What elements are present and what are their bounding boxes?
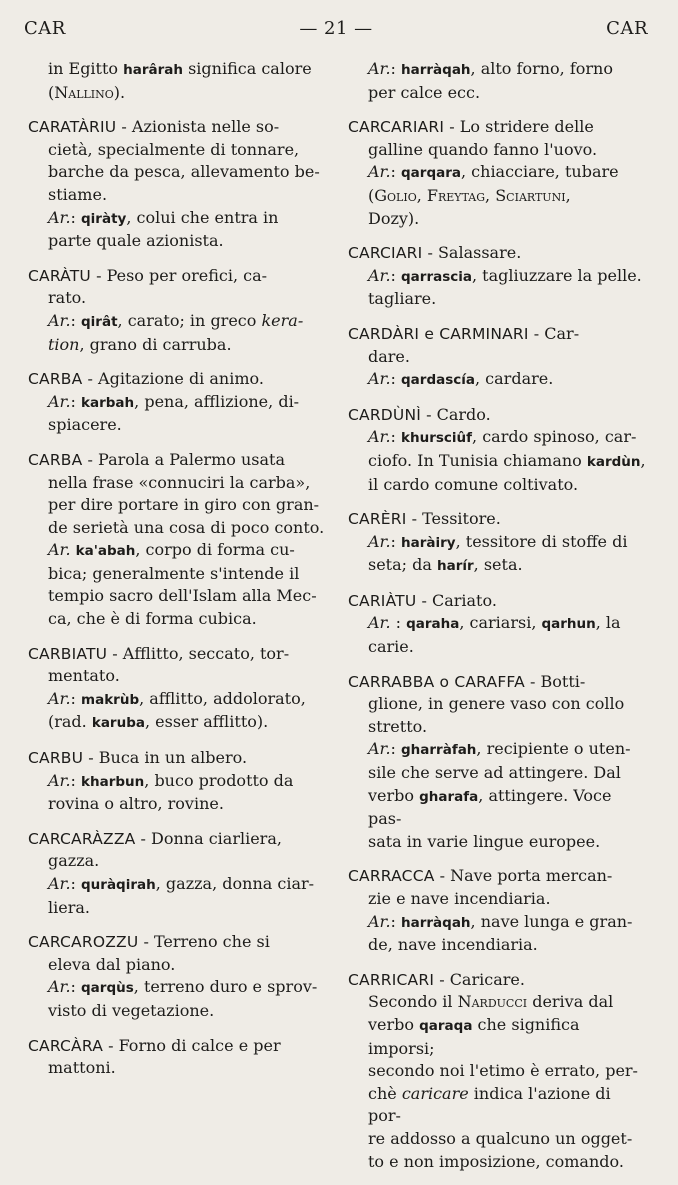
text-run: , cariarsi, (459, 613, 542, 633)
arabic-term: qardascía (401, 372, 475, 389)
text-run: , (640, 450, 646, 470)
arabic-term: khursciûf (401, 430, 473, 447)
text-run: , buco prodotto da (144, 770, 294, 790)
headword: CARCARÀZZA (28, 829, 136, 848)
definition: - Azionista nelle so- (116, 117, 280, 137)
headword: CARÀTU (28, 266, 91, 285)
text-run: tempio sacro dell'Islam alla Mec- (48, 586, 317, 606)
arabic-label: Ar. (48, 977, 71, 997)
arabic-term: quràqirah (81, 877, 156, 893)
text-run: che significa imporsi; (368, 1014, 580, 1058)
arabic-term: qarhun (541, 616, 596, 633)
text-line (28, 472, 328, 495)
text-line (348, 969, 648, 992)
running-head-right: CAR (606, 18, 648, 39)
definition: - Buca in un albero. (83, 748, 248, 768)
text-line (348, 426, 648, 450)
text-run: : (70, 874, 82, 893)
arabic-label: Ar. (48, 874, 71, 893)
text-line (28, 770, 328, 794)
text-run: : (390, 739, 402, 759)
arabic-term: karbah (81, 394, 135, 411)
dictionary-entry (28, 449, 328, 631)
text-run: il cardo comune coltivato. (368, 474, 579, 494)
text-run: rovina o altro, rovine. (48, 794, 224, 814)
text-line (28, 954, 328, 977)
dictionary-entry (348, 865, 648, 956)
text-run: verbo (368, 785, 420, 805)
text-run: stiame. (48, 184, 108, 204)
text-line (348, 116, 648, 139)
text-run: ca, che è di forma cubica. (48, 609, 257, 629)
greek-term: kera- (261, 310, 304, 330)
text-run: secondo noi l'etimo è errato, per- (368, 1061, 638, 1081)
dictionary-entry (28, 643, 328, 735)
text-run: , corpo di forma cu- (135, 540, 295, 560)
headword: CARCIARI (348, 244, 423, 263)
text-line (28, 139, 328, 162)
text-line (28, 230, 328, 253)
arabic-term: makrùb (81, 691, 140, 708)
headword: CARIÀTU (348, 591, 417, 610)
text-line (28, 265, 328, 288)
text-run: indica l'azione di por- (368, 1083, 611, 1126)
text-line (28, 161, 328, 184)
dictionary-entry (28, 116, 328, 253)
text-run: : (70, 770, 82, 790)
headword: CARCAROZZU (28, 933, 139, 952)
text-run: : (390, 59, 402, 78)
text-run: carie. (368, 637, 414, 657)
arabic-term: qarqara (401, 165, 461, 182)
arabic-term: karuba (91, 715, 145, 732)
text-line (28, 449, 328, 472)
headword: CARRICARI (348, 970, 435, 989)
headword: CARATÀRIU (28, 118, 117, 137)
dictionary-entry (348, 58, 648, 104)
text-line (348, 58, 648, 82)
arabic-term: harârah (123, 62, 183, 78)
text-line (348, 831, 648, 854)
author-name: Freytag (426, 185, 486, 205)
arabic-label: Ar. (368, 911, 391, 931)
text-run: glione, in genere vaso con collo (368, 694, 625, 714)
dictionary-entry (28, 265, 328, 356)
text-run: , gazza, donna ciar- (155, 874, 315, 893)
definition: - Afflitto, seccato, tor- (107, 643, 290, 663)
text-line (28, 334, 328, 357)
text-line (348, 161, 648, 185)
text-line (348, 346, 648, 369)
arabic-term: qarqùs (81, 980, 134, 997)
text-run: visto di vegetazione. (48, 1000, 215, 1020)
text-run: , recipiente o uten- (476, 739, 631, 759)
text-run: : (390, 162, 402, 182)
arabic-label: Ar. (48, 310, 71, 330)
text-run: deriva dal (527, 992, 614, 1012)
definition: - Parola a Palermo usata (82, 449, 285, 469)
running-head-left: CAR (24, 18, 66, 39)
dictionary-entry (28, 747, 328, 816)
headword: CARDÙNÌ (348, 405, 422, 424)
arabic-label: Ar. (368, 265, 391, 285)
text-run: mentato. (48, 666, 120, 686)
headword: CARBA (28, 370, 83, 389)
text-run: ). (113, 82, 126, 102)
text-line (348, 934, 648, 957)
arabic-term: kharbun (81, 773, 145, 790)
arabic-label: Ar. (368, 369, 391, 389)
dictionary-entry (28, 828, 328, 919)
dictionary-entry (28, 58, 328, 104)
text-run: ciofo. In Tunisia chiamano (368, 450, 587, 470)
text-line (348, 368, 648, 392)
page-header (24, 18, 648, 48)
text-line (348, 1060, 648, 1083)
text-run: galline quando fanno l'uovo. (368, 139, 598, 159)
definition: - Nave porta mercan- (434, 866, 613, 886)
dictionary-entry (348, 969, 648, 1173)
text-run: , cardo spinoso, car- (472, 427, 637, 447)
text-line (28, 58, 328, 82)
text-line (348, 450, 648, 474)
text-run: , afflitto, addolorato, (139, 688, 306, 708)
text-run: sata in varie lingue europee. (368, 831, 601, 851)
text-line (28, 608, 328, 631)
text-run: , (485, 185, 496, 205)
text-run: spiacere. (48, 415, 122, 435)
headword: CARCARIARI (348, 118, 445, 137)
text-run: , terreno duro e sprov- (133, 977, 318, 997)
arabic-term: qarrascia (401, 268, 472, 285)
text-run: , colui che entra in (126, 207, 279, 227)
headword: CARBA (28, 450, 83, 469)
text-line (28, 310, 328, 334)
definition: - Terreno che si (138, 932, 270, 952)
definition: - Cariato. (416, 590, 497, 610)
dictionary-entry (28, 931, 328, 1022)
text-run: gazza. (48, 851, 100, 871)
text-run: seta; da (368, 555, 437, 575)
text-run: sile che serve ad attingere. Dal (368, 763, 621, 783)
dictionary-entry (348, 116, 648, 230)
arabic-label: Ar. (368, 739, 391, 759)
arabic-label: Ar. (368, 427, 391, 447)
dictionary-entry (348, 671, 648, 854)
arabic-label: Ar. (368, 531, 391, 551)
text-line (348, 865, 648, 888)
text-line (348, 404, 648, 427)
text-run: : (70, 391, 82, 411)
text-line (28, 747, 328, 770)
text-run: per calce ecc. (368, 82, 481, 102)
text-run: : (70, 977, 82, 997)
text-line (28, 976, 328, 1000)
text-run: , (416, 185, 427, 205)
text-line (28, 828, 328, 851)
headword: CARCÀRA (28, 1036, 103, 1055)
text-run: zie e nave incendiaria. (368, 889, 551, 908)
headword: CARBIATU (28, 644, 108, 663)
text-line (348, 208, 648, 231)
text-line (348, 242, 648, 265)
italic-term: caricare (401, 1083, 469, 1103)
text-run: nella frase «connuciri la carba», (48, 472, 311, 492)
text-line (28, 494, 328, 517)
text-line (28, 414, 328, 437)
text-run: ( (48, 82, 55, 102)
left-column (28, 58, 328, 1092)
text-run: bica; generalmente s'intende il (48, 563, 300, 583)
text-run: cietà, specialmente di tonnare, (48, 139, 300, 159)
text-line (348, 185, 648, 208)
text-run: , pena, afflizione, di- (134, 391, 300, 411)
text-run: , attingere. Voce pas- (368, 785, 612, 829)
arabic-term: harràqah (401, 62, 471, 78)
text-run: de, nave incendiaria. (368, 935, 538, 955)
arabic-term: haràiry (401, 534, 456, 551)
headword: CARRABBA o CARAFFA (348, 672, 525, 691)
text-line (28, 207, 328, 231)
text-line (348, 1128, 648, 1151)
arabic-term: gharràfah (401, 742, 477, 759)
text-run: per dire portare in giro con gran- (48, 495, 320, 515)
text-run: to e non imposizione, comando. (368, 1151, 624, 1171)
text-run: in Egitto (48, 59, 124, 78)
author-name: Nallino (54, 82, 114, 102)
text-run: , chiacciare, tubare (461, 162, 619, 182)
text-line (28, 1000, 328, 1023)
text-line (348, 531, 648, 555)
text-line (28, 82, 328, 105)
text-run: mattoni. (48, 1058, 116, 1078)
text-run: , tagliuzzare la pelle. (472, 265, 642, 285)
text-line (28, 184, 328, 207)
text-line (28, 517, 328, 540)
text-line (348, 693, 648, 716)
arabic-term: qirât (81, 313, 118, 330)
text-run: chè (368, 1083, 402, 1103)
text-run: de serietà una cosa di poco conto. (48, 517, 325, 537)
text-run: stretto. (368, 716, 428, 736)
text-line (28, 873, 328, 897)
text-run: : (390, 911, 402, 931)
text-line (348, 911, 648, 935)
definition: - Agitazione di animo. (82, 369, 264, 389)
text-run: dare. (368, 346, 410, 366)
text-run: : (390, 369, 402, 389)
author-name: Narducci (457, 992, 528, 1012)
text-line (28, 563, 328, 586)
text-line (28, 688, 328, 712)
text-line (28, 793, 328, 816)
text-line (28, 850, 328, 873)
arabic-label: Ar. (48, 688, 71, 708)
text-run: Dozy). (368, 208, 420, 228)
text-line (348, 288, 648, 311)
text-line (348, 508, 648, 531)
text-run: : (70, 310, 82, 330)
arabic-label: Ar. (48, 770, 71, 790)
definition: - Salassare. (422, 243, 522, 263)
arabic-term: qiràty (81, 210, 127, 227)
text-line (28, 665, 328, 688)
text-run: : (70, 207, 82, 227)
text-line (348, 590, 648, 613)
text-run: verbo (368, 1014, 420, 1034)
text-line (348, 716, 648, 739)
text-run: eleva dal piano. (48, 954, 176, 974)
author-name: Sciartuni (495, 185, 566, 205)
text-line (348, 671, 648, 694)
text-line (28, 539, 328, 563)
arabic-label: Ar. (368, 162, 391, 182)
dictionary-entry (28, 1035, 328, 1080)
text-line (348, 323, 648, 346)
text-run: Secondo il (368, 992, 458, 1012)
text-line (28, 116, 328, 139)
text-line (348, 1083, 648, 1128)
text-line (28, 931, 328, 954)
arabic-label: Ar. (48, 207, 71, 227)
text-run: , la (595, 613, 621, 633)
text-run: , cardare. (475, 369, 554, 389)
definition: - Forno di calce e per (103, 1035, 281, 1055)
text-run: , (565, 185, 571, 205)
text-line (348, 82, 648, 105)
text-line (28, 287, 328, 310)
text-line (348, 265, 648, 289)
author-name: Golio (374, 185, 417, 205)
text-line (28, 1057, 328, 1080)
text-line (348, 1151, 648, 1174)
text-run: , grano di carruba. (79, 334, 232, 354)
text-line (348, 554, 648, 578)
arabic-term: kardùn (586, 453, 641, 470)
arabic-term: harràqah (401, 914, 471, 931)
text-run: : (390, 531, 402, 551)
text-run: liera. (48, 897, 90, 917)
text-line (28, 711, 328, 735)
text-line (348, 1014, 648, 1060)
arabic-label: Ar. (368, 59, 391, 78)
text-run: barche da pesca, allevamento be- (48, 162, 320, 182)
arabic-term: harír (437, 558, 474, 575)
greek-term: tion (48, 334, 80, 354)
right-column (348, 58, 648, 1185)
text-line (28, 897, 328, 920)
text-run: ( (368, 185, 375, 205)
definition: - Car- (528, 323, 580, 343)
arabic-term: ka'abah (75, 543, 136, 560)
headword: CARDÀRI e CARMINARI (348, 324, 529, 343)
text-line (28, 643, 328, 666)
headword: CARBU (28, 749, 84, 768)
arabic-label: Ar. (48, 391, 71, 411)
text-line (28, 391, 328, 415)
definition: - Caricare. (434, 969, 525, 989)
dictionary-entry (348, 323, 648, 392)
definition: - Lo stridere delle (444, 117, 594, 137)
text-run: , tessitore di stoffe di (455, 531, 628, 551)
text-run: , alto forno, forno (470, 59, 613, 78)
text-run: , esser afflitto). (144, 712, 269, 732)
headword: CARÈRI (348, 510, 407, 529)
dictionary-entry (28, 368, 328, 437)
arabic-label: Ar. (368, 613, 391, 633)
text-run: significa calore (183, 59, 312, 78)
text-run: parte quale azionista. (48, 231, 224, 251)
text-line (348, 888, 648, 911)
definition: - Donna ciarliera, (135, 828, 282, 848)
headword: CARRACCA (348, 867, 435, 886)
dictionary-entry (348, 404, 648, 496)
text-run: : (390, 427, 402, 447)
arabic-term: qaraha (406, 616, 460, 633)
arabic-term: gharafa (419, 788, 479, 805)
text-line (28, 368, 328, 391)
definition: - Botti- (524, 671, 586, 691)
text-line (348, 762, 648, 785)
dictionary-entry (348, 242, 648, 311)
dictionary-entry (348, 590, 648, 659)
page-number: — 21 — (299, 18, 373, 39)
text-run: , seta. (473, 555, 523, 575)
text-run: : (70, 688, 82, 708)
text-run: : (390, 265, 402, 285)
text-run: tagliare. (368, 289, 437, 309)
arabic-label: Ar. (48, 540, 71, 560)
text-line (348, 738, 648, 762)
text-line (348, 474, 648, 497)
text-run: (rad. (48, 712, 92, 732)
dictionary-entry (348, 508, 648, 578)
text-run: , nave lunga e gran- (470, 911, 633, 931)
arabic-term: qaraqa (419, 1017, 473, 1034)
text-run: re addosso a qualcuno un ogget- (368, 1128, 633, 1148)
text-line (348, 139, 648, 162)
text-line (28, 1035, 328, 1058)
text-line (28, 585, 328, 608)
text-line (348, 991, 648, 1014)
text-line (348, 785, 648, 831)
text-line (348, 612, 648, 636)
text-run: , carato; in greco (117, 310, 262, 330)
text-line (348, 636, 648, 659)
definition: - Tessitore. (406, 509, 501, 529)
definition: - Peso per orefici, ca- (90, 265, 268, 285)
text-run: : (390, 613, 407, 633)
definition: - Cardo. (421, 404, 491, 424)
text-run: rato. (48, 288, 87, 308)
